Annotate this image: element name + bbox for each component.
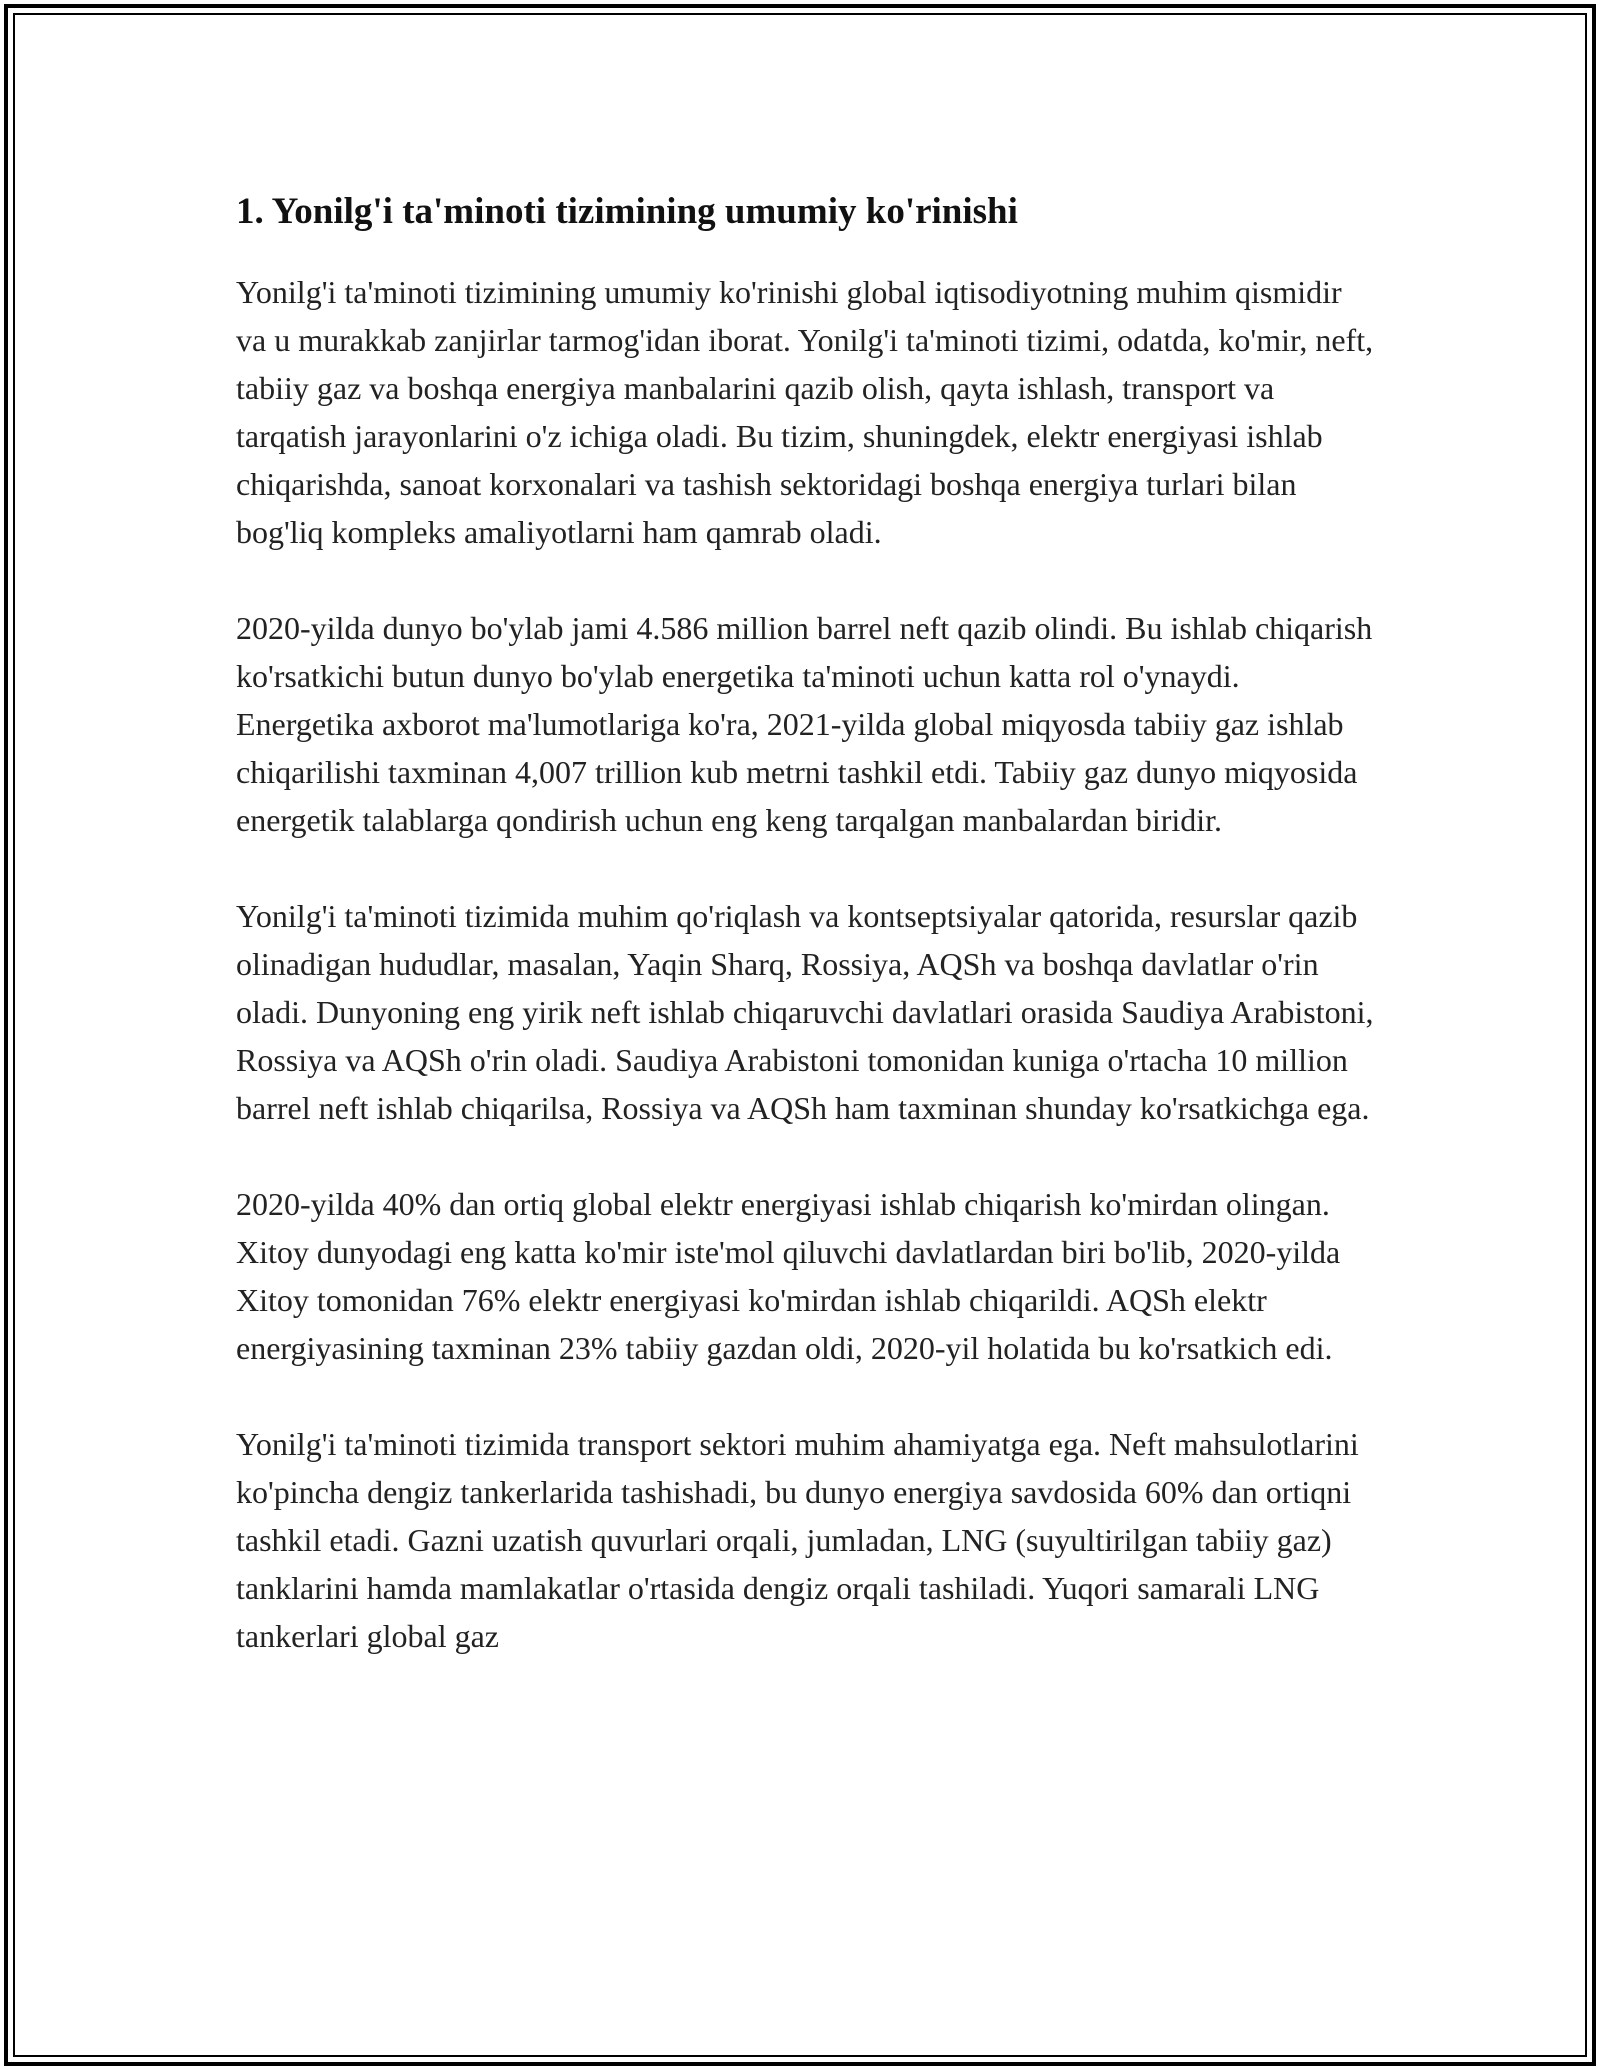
paragraph-1: Yonilg'i ta'minoti tizimining umumiy ko'rinishi global iqtisodiyotning muhim qismidir va u murakkab zanjirlar tarmog'idan iborat. Yonilg'i ta'minoti tizimi, odatda, ko'mir, neft, tabiiy gaz va boshqa energiya manbalarini qazib olish, qayta ishlash, transport va tarqatish jarayonlarini o'z ichiga oladi. Bu tizim, shuningdek, elektr energiyasi ishlab chiqarishda, sanoat korxonalari va tashish sektoridagi boshqa energiya turlari bilan bog'liq kompleks amaliyotlarni ham qamrab oladi. bbox=[236, 274, 1374, 550]
paragraph-2: 2020-yilda dunyo bo'ylab jami 4.586 million barrel neft qazib olindi. Bu ishlab chiqarish ko'rsatkichi butun dunyo bo'ylab energetika ta'minoti uchun katta rol o'ynaydi. Energetika axborot ma'lumotlariga ko'ra, 2021-yilda global miqyosda tabiiy gaz ishlab chiqarilishi taxminan 4,007 trillion kub metrni tashkil etdi. Tabiiy gaz dunyo miqyosida energetik talablarga qondirish uchun eng keng tarqalgan manbalardan biridir. bbox=[236, 610, 1373, 838]
paragraph-5: Yonilg'i ta'minoti tizimida transport sektori muhim ahamiyatga ega. Neft mahsulotlarini ko'pincha dengiz tankerlarida tashishadi, bu dunyo energiya savdosida 60% dan ortiqni tashkil etadi. Gazni uzatish quvurlari orqali, jumladan, LNG (suyultirilgan tabiiy gaz) tanklarini hamda mamlakatlar o'rtasida dengiz orqali tashiladi. Yuqori samarali LNG tankerlari global gaz bbox=[236, 1426, 1359, 1654]
document-body bbox=[236, 186, 1376, 1708]
paragraph-4: 2020-yilda 40% dan ortiq global elektr energiyasi ishlab chiqarish ko'mirdan olingan. Xitoy dunyodagi eng katta ko'mir iste'mol qiluvchi davlatlardan biri bo'lib, 2020-yilda Xitoy tomonidan 76% elektr energiyasi ko'mirdan ishlab chiqarildi. AQSh elektr energiyasining taxminan 23% tabiiy gazdan oldi, 2020-yil holatida bu ko'rsatkich edi. bbox=[236, 1186, 1341, 1366]
paragraph-3: Yonilg'i ta'minoti tizimida muhim qo'riqlash va kontseptsiyalar qatorida, resurslar qazib olinadigan hududlar, masalan, Yaqin Sharq, Rossiya, AQSh va boshqa davlatlar o'rin oladi. Dunyoning eng yirik neft ishlab chiqaruvchi davlatlari orasida Saudiya Arabistoni, Rossiya va AQSh o'rin oladi. Saudiya Arabistoni tomonidan kuniga o'rtacha 10 million barrel neft ishlab chiqarilsa, Rossiya va AQSh ham taxminan shunday ko'rsatkichga ega. bbox=[236, 898, 1374, 1126]
section-heading: 1. Yonilg'i ta'minoti tizimining umumiy ko'rinishi bbox=[236, 191, 1018, 232]
